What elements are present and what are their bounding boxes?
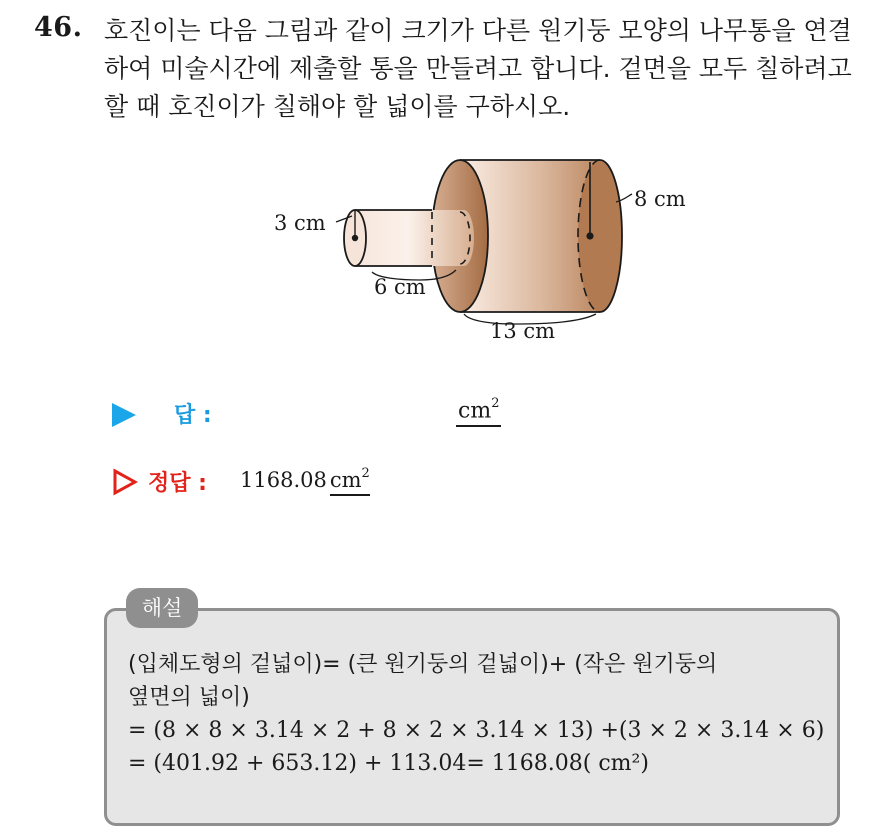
- question-line: 호진이는 다음 그림과 같이 크기가 다른 원기둥 모양의 나무통을 연결: [104, 16, 852, 45]
- explanation-line: = (401.92 + 653.12) + 113.04= 1168.08( cm²): [128, 751, 649, 776]
- cylinder-figure: [260, 150, 700, 350]
- answer-unit: cm: [458, 398, 492, 424]
- label-small-radius: 3 cm: [274, 211, 326, 235]
- question-line: 할 때 호진이가 칠해야 할 넓이를 구하시오.: [104, 92, 571, 121]
- explanation-line: = (8 × 8 × 3.14 × 2 + 8 × 2 × 3.14 × 13) +(3 × 2 × 3.14 × 6): [128, 718, 825, 743]
- arrow-right-icon: [112, 403, 136, 427]
- label-large-radius: 8 cm: [634, 187, 686, 211]
- small-cylinder-body: [355, 210, 474, 266]
- correct-value-group: [240, 468, 370, 492]
- explanation-tag: 해설: [126, 588, 198, 628]
- explanation-text: [128, 648, 824, 780]
- question-line: 하여 미술시간에 제출할 통을 만들려고 합니다. 겉면을 모두 칠하려고: [104, 54, 852, 83]
- correct-value: 1168.08: [240, 468, 327, 492]
- question-number: 46.: [34, 12, 83, 43]
- question-text: [104, 12, 864, 126]
- answer-blank[interactable]: [456, 398, 501, 427]
- label-large-length: 13 cm: [490, 319, 556, 343]
- correct-unit: cm: [329, 468, 362, 492]
- answer-unit-exponent: 2: [491, 396, 500, 411]
- answer-label: 답 :: [174, 403, 212, 428]
- correct-label: 정답 :: [148, 471, 207, 496]
- correct-unit-group: [330, 468, 370, 496]
- correct-unit-exponent: 2: [361, 466, 370, 481]
- label-small-length: 6 cm: [374, 275, 426, 299]
- explanation-line: (입체도형의 겉넓이)= (큰 원기둥의 겉넓이)+ (작은 원기둥의: [128, 652, 718, 677]
- explanation-line: 옆면의 넓이): [128, 685, 250, 710]
- hollow-arrow-right-icon: [112, 468, 138, 496]
